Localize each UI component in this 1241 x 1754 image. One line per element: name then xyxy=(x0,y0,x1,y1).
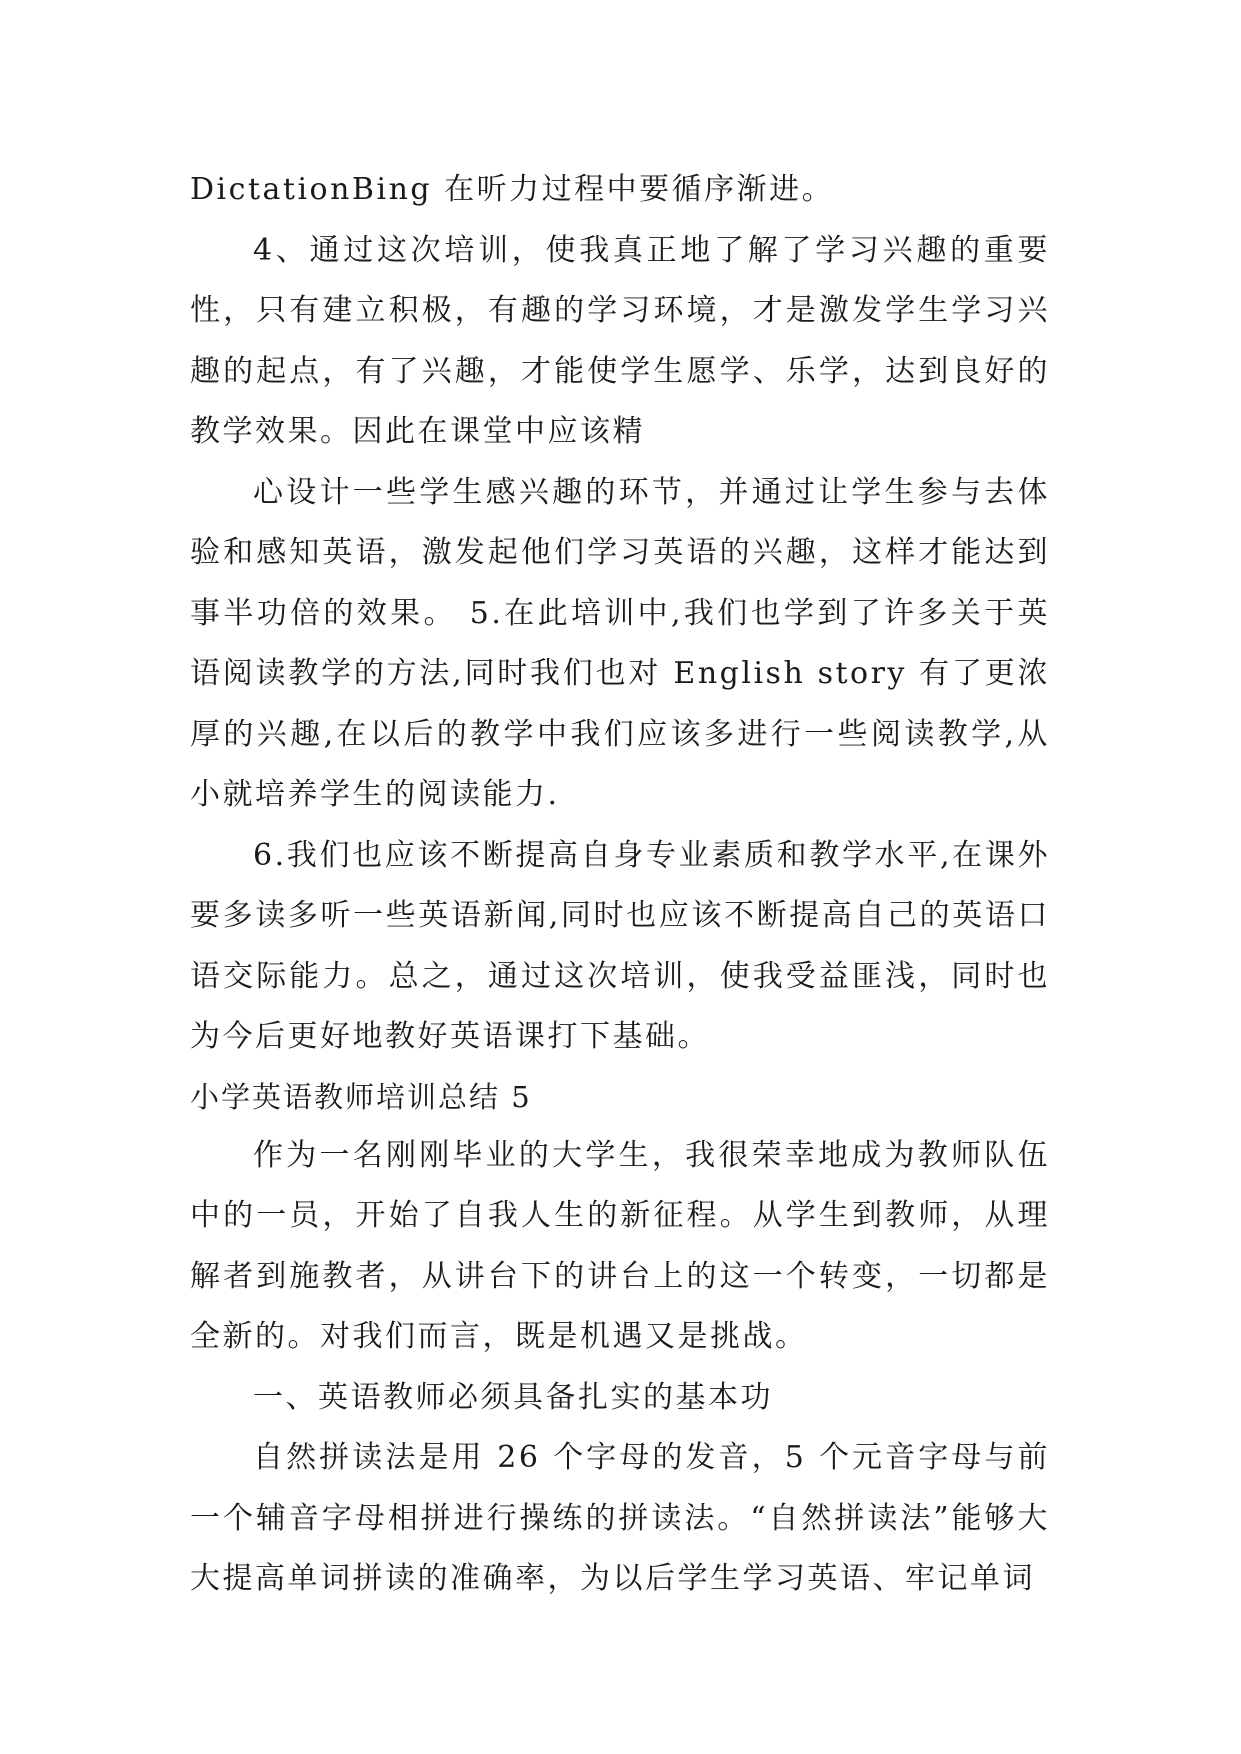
subheading-basic-skills: 一、英语教师必须具备扎实的基本功 xyxy=(253,1379,773,1415)
paragraph-phonics: 自然拼读法是用 26 个字母的发音，5 个元音字母与前一个辅音字母相拼进行操练的拼读法。“自然拼读法”能够大大提高单词拼读的准确率，为以后学生学习英语、牢记单词 xyxy=(190,1440,1050,1596)
paragraph-point-5: 心设计一些学生感兴趣的环节，并通过让学生参与去体验和感知英语，激发起他们学习英语的兴趣，这样才能达到事半功倍的效果。 5.在此培训中,我们也学到了许多关于英语阅读教学的方法,同时我们也对 English story 有了更浓厚的兴趣,在以后的教学中我们应该多进行一些阅读教学,从小就培养学生的阅读能力. xyxy=(190,474,1050,812)
paragraph-point-6: 6.我们也应该不断提高自身专业素质和教学水平,在课外要多读多听一些英语新闻,同时也应该不断提高自己的英语口语交际能力。总之，通过这次培训，使我受益匪浅，同时也为今后更好地教好英语课打下基础。 xyxy=(190,837,1050,1054)
document-body xyxy=(190,160,1050,1610)
paragraph-point-4: 4、通过这次培训，使我真正地了解了学习兴趣的重要性，只有建立积极，有趣的学习环境，才是激发学生学习兴趣的起点，有了兴趣，才能使学生愿学、乐学，达到良好的教学效果。因此在课堂中应该精 xyxy=(190,232,1050,449)
paragraph-dictation: DictationBing 在听力过程中要循序渐进。 xyxy=(190,172,835,207)
paragraph-intro: 作为一名刚刚毕业的大学生，我很荣幸地成为教师队伍中的一员，开始了自我人生的新征程。从学生到教师，从理解者到施教者，从讲台下的讲台上的这一个转变，一切都是全新的。对我们而言，既是机遇又是挑战。 xyxy=(190,1137,1050,1354)
section-heading: 小学英语教师培训总结 5 xyxy=(190,1079,532,1114)
